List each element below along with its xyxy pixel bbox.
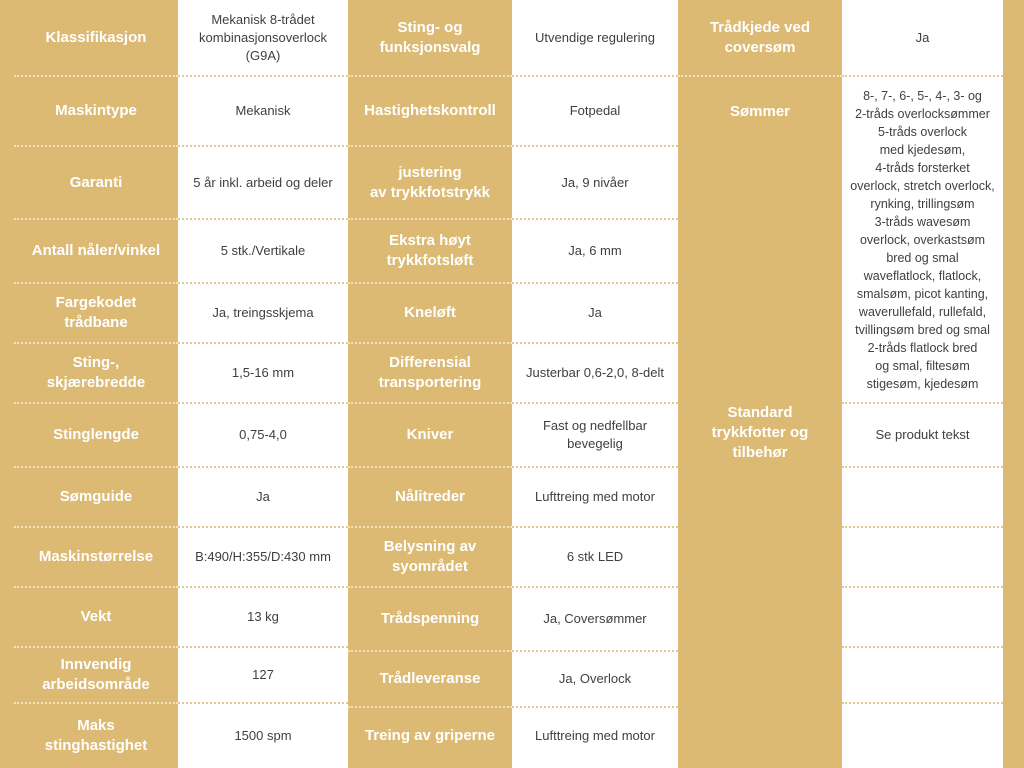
value-lighting: 6 stk LED bbox=[512, 528, 678, 588]
label-presser-foot-pressure: justering av trykkfotstrykk bbox=[348, 147, 512, 220]
value-max-speed: 1500 spm bbox=[234, 728, 292, 743]
label-work-area: Innvendig arbeidsområde bbox=[14, 648, 178, 704]
value-differential-feed: Justerbar 0,6-2,0, 8-delt bbox=[512, 344, 678, 404]
label-knee-lift: Kneløft bbox=[348, 284, 512, 344]
value-stitch-width: 1,5-16 mm bbox=[178, 344, 348, 404]
value-work-area: 127 bbox=[178, 648, 348, 704]
label-thread-delivery: Trådleveranse bbox=[348, 652, 512, 708]
value-knives: Fast og nedfellbar bevegelig bbox=[512, 404, 678, 468]
label-lighting: Belysning av syområdet bbox=[348, 528, 512, 588]
label-cover-chain: Trådkjede ved coversøm bbox=[678, 0, 842, 77]
left-edge-border bbox=[0, 0, 14, 768]
value-stitch-length: 0,75-4,0 bbox=[178, 404, 348, 468]
label-seams: Sømmer bbox=[729, 103, 791, 120]
middle-label-column bbox=[348, 0, 512, 768]
label-seam-guide: Sømguide bbox=[14, 468, 178, 528]
value-presser-foot-pressure: Ja, 9 nivåer bbox=[512, 147, 678, 220]
value-speed-control: Fotpedal bbox=[512, 77, 678, 147]
value-machine-type: Mekanisk bbox=[178, 77, 348, 147]
label-classification: Klassifikasjon bbox=[14, 0, 178, 77]
value-presser-foot-lift: Ja, 6 mm bbox=[512, 220, 678, 284]
value-knee-lift: Ja bbox=[512, 284, 678, 344]
value-machine-size: B:490/H:355/D:430 mm bbox=[178, 528, 348, 588]
value-looper-threading: Lufttreing med motor bbox=[535, 728, 655, 743]
value-thread-delivery: Ja, Overlock bbox=[512, 652, 678, 708]
empty-cell-4 bbox=[842, 648, 1003, 704]
value-seam-guide: Ja bbox=[178, 468, 348, 528]
value-seams: 8-, 7-, 6-, 5-, 4-, 3- og 2-tråds overlocksømmer 5-tråds overlock med kjedesøm, 4-tråds forsterket overlock, stretch overlock, rynking, trillingsøm 3-tråds wavesøm overlock, overkastsøm bred og smal waveflatlock, flatlock, smalsøm, picot kanting, waverullefald, rullefald, tvillingsøm bred og smal 2-tråds flatlock bred og smal, filtesøm stigesøm, kjedesøm bbox=[842, 77, 1003, 404]
left-value-column bbox=[178, 0, 348, 768]
value-classification: Mekanisk 8-trådet kombinasjonsoverlock (G9A) bbox=[178, 0, 348, 77]
label-speed-control: Hastighetskontroll bbox=[348, 77, 512, 147]
value-standard-accessories: Se produkt tekst bbox=[842, 404, 1003, 468]
label-weight: Vekt bbox=[14, 588, 178, 648]
right-label-column bbox=[678, 0, 842, 768]
right-value-column bbox=[842, 0, 1003, 768]
label-needles: Antall nåler/vinkel bbox=[14, 220, 178, 284]
empty-cell-3 bbox=[842, 588, 1003, 648]
right-edge-border bbox=[1003, 0, 1024, 768]
label-warranty: Garanti bbox=[14, 147, 178, 220]
empty-cell-2 bbox=[842, 528, 1003, 588]
value-needles: 5 stk./Vertikale bbox=[178, 220, 348, 284]
value-weight: 13 kg bbox=[178, 588, 348, 648]
value-thread-tension: Ja, Coversømmer bbox=[512, 588, 678, 652]
label-max-speed: Maks stinghastighet bbox=[44, 717, 148, 754]
empty-cell-5 bbox=[842, 704, 1003, 768]
label-looper-threading: Treing av griperne bbox=[364, 727, 496, 744]
value-cover-chain: Ja bbox=[842, 0, 1003, 77]
empty-cell-1 bbox=[842, 468, 1003, 528]
label-machine-type: Maskintype bbox=[14, 77, 178, 147]
value-stitch-selection: Utvendige regulering bbox=[512, 0, 678, 77]
value-warranty: 5 år inkl. arbeid og deler bbox=[178, 147, 348, 220]
value-color-coded-threading: Ja, treingsskjema bbox=[178, 284, 348, 344]
label-machine-size: Maskinstørrelse bbox=[14, 528, 178, 588]
label-presser-foot-lift: Ekstra høyt trykkfotsløft bbox=[348, 220, 512, 284]
label-differential-feed: Differensial transportering bbox=[348, 344, 512, 404]
label-needle-threader: Nålitreder bbox=[348, 468, 512, 528]
label-stitch-length: Stinglengde bbox=[14, 404, 178, 468]
middle-value-column bbox=[512, 0, 678, 768]
label-knives: Kniver bbox=[348, 404, 512, 468]
label-color-coded-threading: Fargekodet trådbane bbox=[14, 284, 178, 344]
left-label-column bbox=[14, 0, 178, 768]
value-needle-threader: Lufttreing med motor bbox=[512, 468, 678, 528]
label-stitch-width: Sting-, skjærebredde bbox=[14, 344, 178, 404]
label-standard-accessories: Standard trykkfotter og tilbehør bbox=[711, 404, 809, 461]
label-thread-tension: Trådspenning bbox=[348, 588, 512, 652]
label-stitch-selection: Sting- og funksjonsvalg bbox=[348, 0, 512, 77]
